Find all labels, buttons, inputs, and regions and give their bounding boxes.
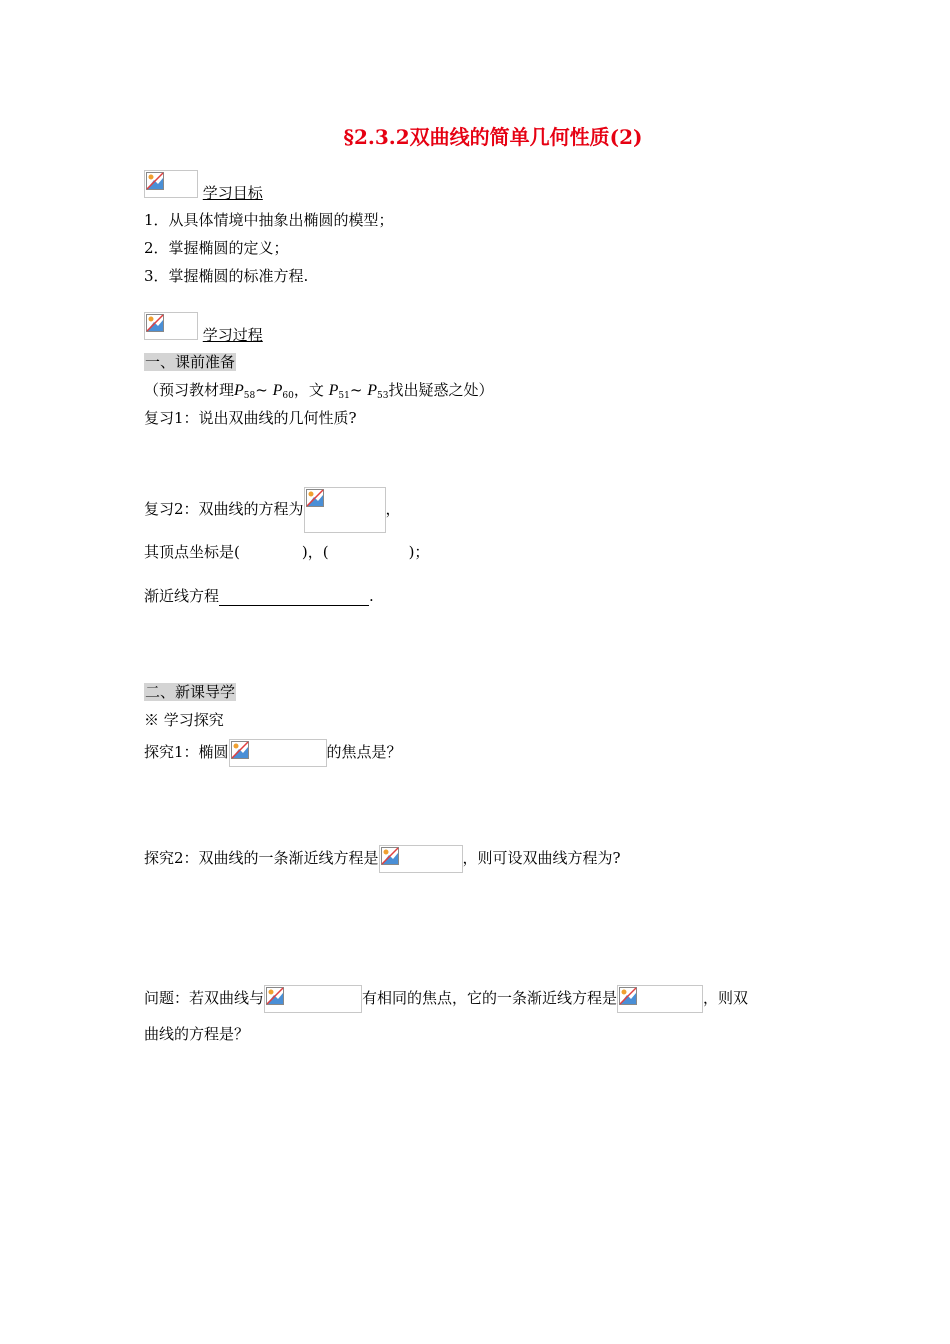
goals-heading bbox=[144, 168, 263, 202]
formula-image bbox=[264, 985, 362, 1013]
broken-image-icon bbox=[144, 170, 198, 198]
broken-image-icon bbox=[144, 312, 198, 340]
review-2: 复习2：双曲线的方程为 ， bbox=[144, 486, 401, 533]
part1-heading: 一、课前准备 bbox=[145, 353, 236, 371]
question: 问题：若双曲线与 有相同的焦点，它的一条渐近线方程是 ，则双 bbox=[144, 984, 748, 1013]
process-label: 学习过程 bbox=[202, 326, 263, 344]
vertex-line: 其顶点坐标是( )，( )； bbox=[144, 543, 430, 561]
goal-item-2: 2．掌握椭圆的定义； bbox=[144, 239, 289, 257]
formula-image bbox=[304, 487, 386, 533]
asymptote-line: 渐近线方程 . bbox=[144, 587, 374, 605]
goal-item-1: 1．从具体情境中抽象出椭圆的模型； bbox=[144, 211, 394, 229]
goals-label: 学习目标 bbox=[202, 184, 263, 202]
part2-heading: 二、新课导学 bbox=[145, 683, 236, 701]
explore-2: 探究2：双曲线的一条渐近线方程是 ，则可设双曲线方程为? bbox=[144, 844, 621, 873]
preview-note: （预习教材理$P_{58}\sim$ $P_{60}$，文 $P_{51}\sim$ $P_{53}$找出疑惑之处） bbox=[144, 381, 494, 401]
process-heading bbox=[144, 310, 263, 344]
question-line-2: 曲线的方程是？ bbox=[144, 1025, 250, 1043]
formula-image bbox=[617, 985, 703, 1013]
formula-image bbox=[229, 739, 327, 767]
formula-image bbox=[379, 845, 463, 873]
page-title: §2.3.2双曲线的简单几何性质(2) bbox=[343, 125, 643, 149]
explore-1: 探究1：椭圆 的焦点是？ bbox=[144, 738, 402, 767]
answer-blank[interactable] bbox=[219, 589, 369, 606]
review-1: 复习1：说出双曲线的几何性质? bbox=[144, 409, 357, 427]
explore-heading: ※ 学习探究 bbox=[144, 711, 224, 729]
goal-item-3: 3．掌握椭圆的标准方程. bbox=[144, 267, 309, 285]
